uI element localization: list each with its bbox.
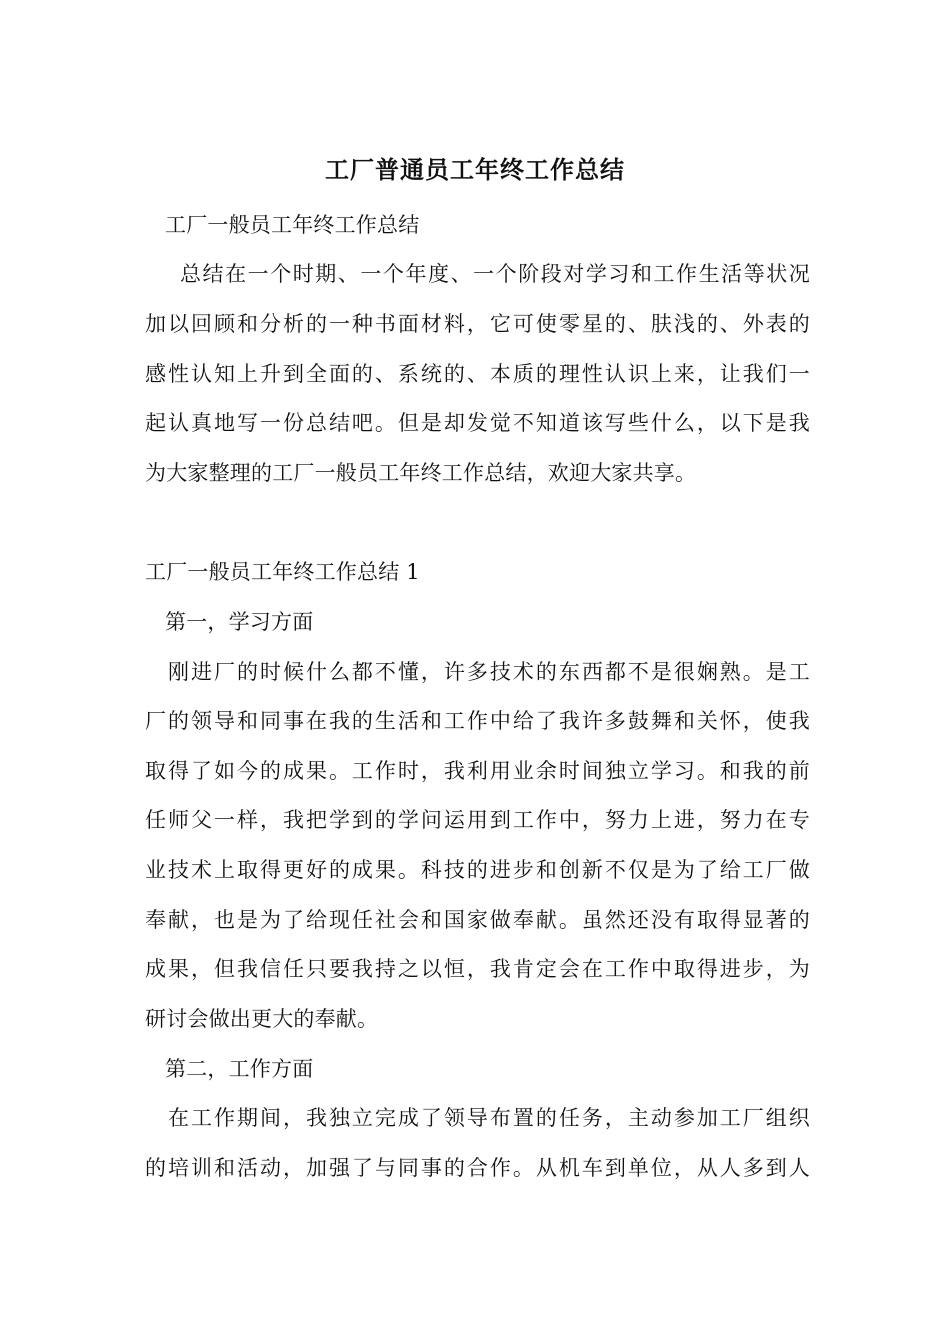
- part1-line-7: 成果，但我信任只要我持之以恒，我肯定会在工作中取得进步，为: [145, 957, 810, 981]
- document-subtitle: 工厂一般员工年终工作总结: [165, 213, 420, 237]
- part1-heading: 第一，学习方面: [165, 610, 314, 634]
- part1-line-1: 刚进厂的时候什么都不懂，许多技术的东西都不是很娴熟。是工: [168, 660, 810, 684]
- intro-line-1: 总结在一个时期、一个年度、一个阶段对学习和工作生活等状况: [180, 262, 810, 286]
- part1-line-4: 任师父一样，我把学到的学问运用到工作中，努力上进，努力在专: [145, 808, 810, 832]
- part2-heading: 第二，工作方面: [165, 1057, 314, 1081]
- intro-line-4: 起认真地写一份总结吧。但是却发觉不知道该写些什么，以下是我: [145, 411, 810, 435]
- part2-line-1: 在工作期间，我独立完成了领导布置的任务，主动参加工厂组织: [168, 1106, 810, 1130]
- part1-line-3: 取得了如今的成果。工作时，我利用业余时间独立学习。和我的前: [145, 759, 810, 783]
- document-title: 工厂普通员工年终工作总结: [325, 155, 625, 184]
- part1-line-6: 奉献，也是为了给现任社会和国家做奉献。虽然还没有取得显著的: [145, 908, 810, 932]
- part1-line-5: 业技术上取得更好的成果。科技的进步和创新不仅是为了给工厂做: [145, 858, 810, 882]
- part2-line-2: 的培训和活动，加强了与同事的合作。从机车到单位，从人多到人: [145, 1156, 810, 1180]
- intro-line-3: 感性认知上升到全面的、系统的、本质的理性认识上来，让我们一: [145, 362, 810, 386]
- intro-line-5: 为大家整理的工厂一般员工年终工作总结，欢迎大家共享。: [145, 461, 697, 485]
- part1-line-2: 厂的领导和同事在我的生活和工作中给了我许多鼓舞和关怀，使我: [145, 709, 810, 733]
- section-heading-1: 工厂一般员工年终工作总结 1: [145, 560, 420, 584]
- part1-line-8: 研讨会做出更大的奉献。: [145, 1007, 379, 1031]
- intro-line-2: 加以回顾和分析的一种书面材料，它可使零星的、肤浅的、外表的: [145, 312, 810, 336]
